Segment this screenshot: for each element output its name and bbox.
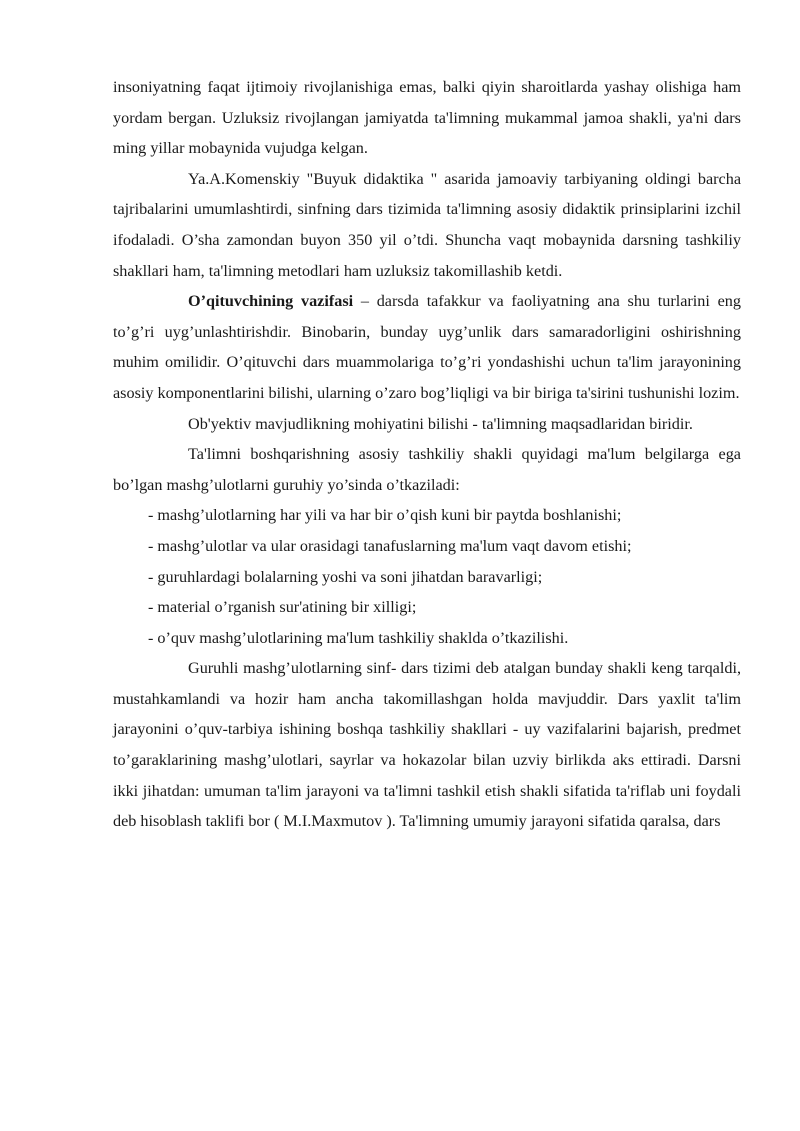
paragraph-organization: Ta'limni boshqarishning asosiy tashkiliy shakli quyidagi ma'lum belgilarga ega bo’lgan mashg’ulotlarni guruhiy yo’sinda o’tkaziladi: bbox=[113, 445, 741, 494]
paragraph-komenskiy: Ya.A.Komenskiy "Buyuk didaktika " asarida jamoaviy tarbiyaning oldingi barcha tajribalarini umumlashtirdi, sinfning dars tizimida ta'limning asosiy didaktik prinsiplarini izchil ifodaladi. O’sha zamondan buyon 350 yil o’tdi. Shuncha vaqt mobaynida darsning tashkiliy shakllari ham, ta'limning metodlari ham uzluksiz takomillashib ketdi. bbox=[113, 169, 741, 280]
paragraph-teacher-task bbox=[113, 286, 741, 408]
list-item: - guruhlardagi bolalarning yoshi va soni jihatdan baravarligi; bbox=[148, 567, 543, 586]
list-item: - material o’rganish sur'atining bir xilligi; bbox=[148, 598, 417, 617]
teacher-task-text: – darsda tafakkur va faoliyatning ana shu turlarini eng to’g’ri uyg’unlashtirishdir. Binobarin, bunday uyg’unlik dars samaradorligini oshirishning muhim omilidir. O’qituvchi dars muammolariga to’g’ri yondashishi uchun ta'lim jarayonining asosiy komponentlarini bilishi, ularning o’zaro bog’liqligi va bir biriga ta'sirini tushunishi lozim. bbox=[113, 292, 741, 402]
paragraph-group-lessons: Guruhli mashg’ulotlarning sinf- dars tizimi deb atalgan bunday shakli keng tarqaldi, mustahkamlandi va hozir ham ancha takomillashgan holda mavjuddir. Dars yaxlit ta'lim jarayonini o’quv-tarbiya ishining boshqa tashkiliy shakllari - uy vazifalarini bajarish, predmet to’garaklarining mashg’ulotlari, sayrlar va hokazolar bilan uzviy birlikda aks ettiradi. Darsni ikki jihatdan: umuman ta'lim jarayoni va ta'limni tashkil etish shakli sifatida ta'riflab uni foydali deb hisoblash taklifi bor ( M.I.Maxmutov ). Ta'limning umumiy jarayoni sifatida qaralsa, dars bbox=[113, 659, 741, 831]
list-item: - o’quv mashg’ulotlarining ma'lum tashkiliy shaklda o’tkazilishi. bbox=[148, 628, 569, 647]
list-item: - mashg’ulotlar va ular orasidagi tanafuslarning ma'lum vaqt davom etishi; bbox=[148, 536, 632, 555]
document-page bbox=[113, 72, 741, 837]
list-item: - mashg’ulotlarning har yili va har bir o’qish kuni bir paytda boshlanishi; bbox=[148, 506, 622, 525]
term-teacher-task: O’qituvchining vazifasi bbox=[188, 292, 354, 311]
paragraph-intro: insoniyatning faqat ijtimoiy rivojlanishiga emas, balki qiyin sharoitlarda yashay olishiga ham yordam bergan. Uzluksiz rivojlangan jamiyatda ta'limning mukammal jamoa shakli, ya'ni dars ming yillar mobaynida vujudga kelgan. bbox=[113, 78, 741, 158]
paragraph-objective: Ob'yektiv mavjudlikning mohiyatini bilishi - ta'limning maqsadlaridan biridir. bbox=[188, 414, 693, 433]
